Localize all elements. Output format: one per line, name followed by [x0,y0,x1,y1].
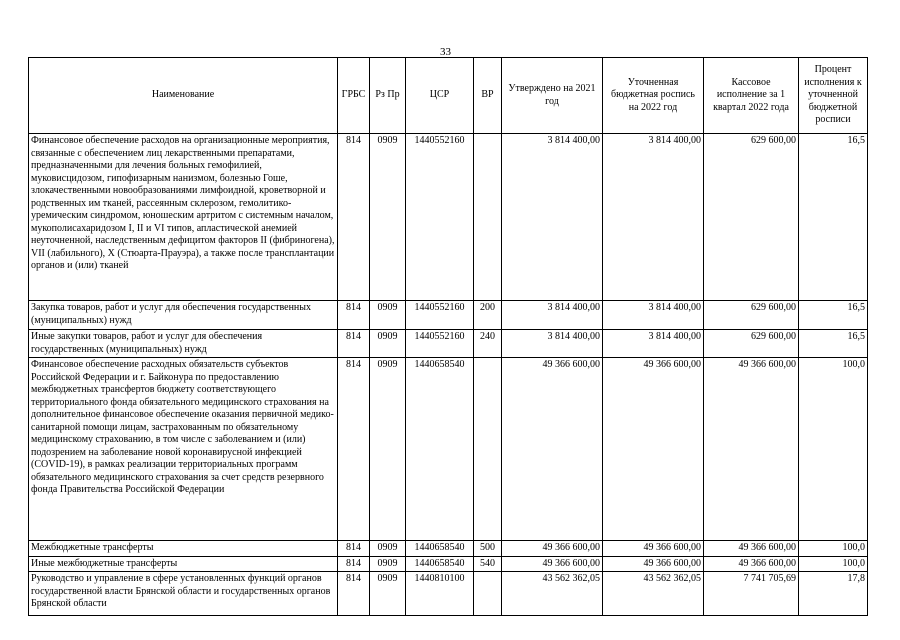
table-row [29,301,868,330]
cell-vr [474,572,502,616]
cell-name: Межбюджетные трансферты [29,541,338,557]
cell-csr: 1440658540 [406,556,474,572]
cell-cash: 7 741 705,69 [704,572,799,616]
cell-rzpr: 0909 [370,330,406,358]
table-row [29,358,868,541]
header-cash: Кассовое исполнение за 1 квартал 2022 года [704,58,799,134]
cell-rzpr: 0909 [370,358,406,541]
cell-vr: 240 [474,330,502,358]
cell-name: Иные межбюджетные трансферты [29,556,338,572]
cell-refined: 49 366 600,00 [603,358,704,541]
cell-refined: 3 814 400,00 [603,301,704,330]
cell-grbs: 814 [338,572,370,616]
table-row [29,541,868,557]
header-approved: Утверждено на 2021 год [502,58,603,134]
cell-refined: 3 814 400,00 [603,330,704,358]
cell-grbs: 814 [338,301,370,330]
cell-vr: 200 [474,301,502,330]
cell-refined: 43 562 362,05 [603,572,704,616]
cell-csr: 1440552160 [406,134,474,301]
page-number: 33 [440,46,451,58]
cell-percent: 16,5 [799,134,868,301]
cell-name: Иные закупки товаров, работ и услуг для обеспечения государственных (муниципальных) нужд [29,330,338,358]
cell-csr: 1440552160 [406,301,474,330]
cell-name: Закупка товаров, работ и услуг для обеспечения государственных (муниципальных) нужд [29,301,338,330]
cell-csr: 1440810100 [406,572,474,616]
cell-approved: 49 366 600,00 [502,556,603,572]
cell-csr: 1440658540 [406,541,474,557]
table-row [29,134,868,301]
cell-percent: 16,5 [799,330,868,358]
cell-grbs: 814 [338,358,370,541]
header-rzpr: Рз Пр [370,58,406,134]
cell-cash: 629 600,00 [704,301,799,330]
cell-refined: 3 814 400,00 [603,134,704,301]
cell-percent: 100,0 [799,556,868,572]
cell-vr [474,358,502,541]
cell-percent: 100,0 [799,541,868,557]
cell-cash: 629 600,00 [704,134,799,301]
budget-table [28,57,868,616]
cell-grbs: 814 [338,330,370,358]
cell-name: Руководство и управление в сфере установленных функций органов государственной власти Брянской области и государственных органов Брянской области [29,572,338,616]
cell-name: Финансовое обеспечение расходов на организационные мероприятия, связанные с обеспечением лиц лекарственными препаратами, предназначенными для лечения больных гемофилией, муковисцидозом, гипофизарным нанизмом, болезнью Гоше, злокачественными новообразованиями лимфоидной, кроветворной и родственных им тканей, рассеянным склерозом, гемолитико-уремическим синдромом, юношеским артритом с системным началом, мукополисахаридозом I, II и VI типов, апластической анемией неуточненной, наследственным дефицитом факторов II (фибриногена), VII (лабильного), X (Стюарта-Прауэра), а также после трансплантации органов и (или) тканей [29,134,338,301]
cell-vr: 540 [474,556,502,572]
cell-approved: 3 814 400,00 [502,330,603,358]
cell-approved: 49 366 600,00 [502,358,603,541]
cell-approved: 49 366 600,00 [502,541,603,557]
cell-cash: 49 366 600,00 [704,541,799,557]
header-refined: Уточненная бюджетная роспись на 2022 год [603,58,704,134]
header-name: Наименование [29,58,338,134]
header-percent: Процент исполнения к уточненной бюджетной росписи [799,58,868,134]
header-grbs: ГРБС [338,58,370,134]
cell-vr: 500 [474,541,502,557]
table-header-row [29,58,868,134]
cell-cash: 49 366 600,00 [704,556,799,572]
cell-grbs: 814 [338,556,370,572]
cell-cash: 49 366 600,00 [704,358,799,541]
cell-name: Финансовое обеспечение расходных обязательств субъектов Российской Федерации и г. Байконура по предоставлению межбюджетных трансфертов бюджету соответствующего территориального фонда обязательного медицинского страхования на дополнительное финансовое обеспечение оказания первичной медико-санитарной помощи лицам, застрахованным по обязательному медицинскому страхованию, в том числе с заболеванием и (или) подозрением на заболевание новой коронавирусной инфекцией (COVID-19), в рамках реализации территориальных программ обязательного медицинского страхования за счет средств резервного фонда Правительства Российской Федерации [29,358,338,541]
cell-csr: 1440658540 [406,358,474,541]
header-vr: ВР [474,58,502,134]
cell-percent: 100,0 [799,358,868,541]
cell-cash: 629 600,00 [704,330,799,358]
cell-refined: 49 366 600,00 [603,556,704,572]
cell-rzpr: 0909 [370,134,406,301]
cell-rzpr: 0909 [370,301,406,330]
cell-percent: 17,8 [799,572,868,616]
cell-rzpr: 0909 [370,541,406,557]
cell-grbs: 814 [338,134,370,301]
cell-approved: 43 562 362,05 [502,572,603,616]
cell-rzpr: 0909 [370,572,406,616]
cell-percent: 16,5 [799,301,868,330]
table-row [29,330,868,358]
cell-vr [474,134,502,301]
cell-csr: 1440552160 [406,330,474,358]
cell-rzpr: 0909 [370,556,406,572]
table-row [29,572,868,616]
header-csr: ЦСР [406,58,474,134]
cell-approved: 3 814 400,00 [502,301,603,330]
cell-approved: 3 814 400,00 [502,134,603,301]
table-row [29,556,868,572]
cell-refined: 49 366 600,00 [603,541,704,557]
cell-grbs: 814 [338,541,370,557]
